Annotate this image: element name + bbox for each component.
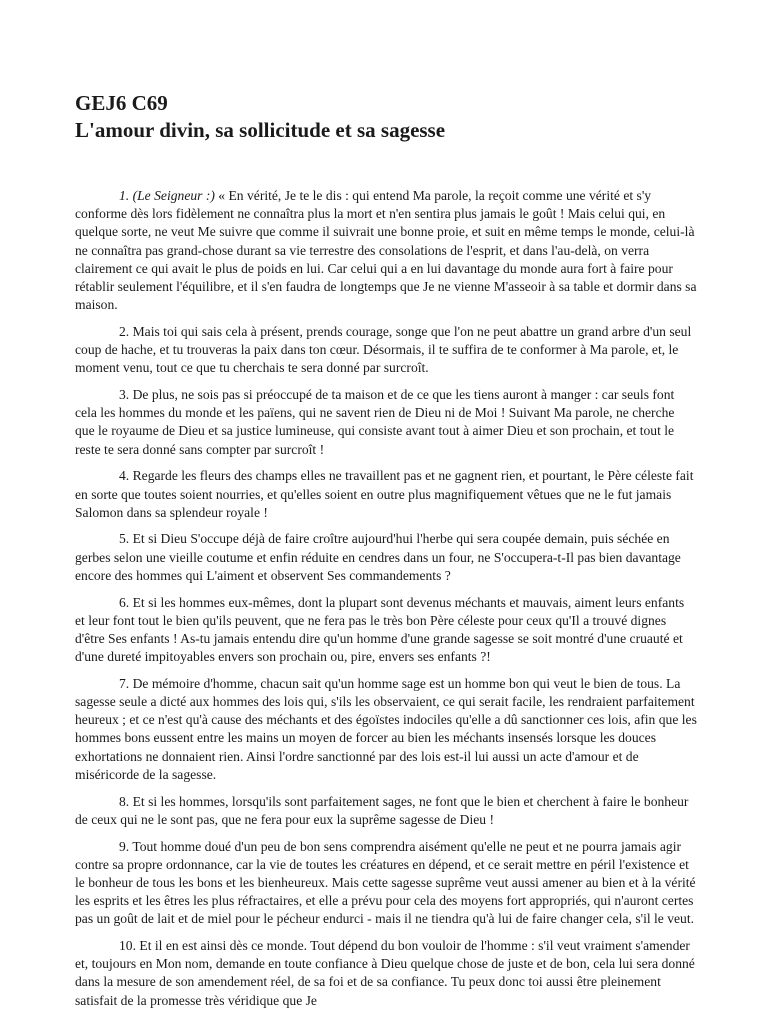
paragraph-lead: 1. (Le Seigneur :) — [119, 188, 215, 203]
chapter-title: L'amour divin, sa sollicitude et sa sagesse — [75, 118, 446, 142]
paragraph-text: « En vérité, Je te le dis : qui entend Ma parole, la reçoit comme une vérité et s'y conforme dès lors fidèlement ne connaîtra plus la mort et n'en sentira plus jamais le goût ! Mais celui qui, en quelque sorte, ne veut Me suivre que comme il suivrait une bonne proie, et suit en même temps le monde, celui-là ne connaîtra pas grand-chose durant sa vie terrestre des consolations de l'esprit, et dans l'au-delà, on verra clairement ce qui avait le plus de poids en lui. Car celui qui a en lui davantage du monde aura fort à faire pour rétablir seulement l'équilibre, et il s'en faudra de longtemps que Je ne vienne M'asseoir à sa table et dormir dans sa maison. — [75, 188, 697, 313]
paragraph-6: 6. Et si les hommes eux-mêmes, dont la plupart sont devenus méchants et mauvais, aiment leurs enfants et leur font tout le bien qu'ils peuvent, que ne fera pas le très bon Père céleste pour ceux qu'Il a trouvé dignes d'être Ses enfants ! As-tu jamais entendu dire qu'un homme d'une grande sagesse se soit montré d'une cruauté et d'une dureté impitoyables envers son prochain ou, pire, envers ses enfants ?! — [75, 594, 685, 665]
paragraph-1 — [75, 187, 697, 314]
document-body — [75, 187, 697, 1010]
chapter-code: GEJ6 C69 — [75, 91, 168, 115]
paragraph-4: 4. Regarde les fleurs des champs elles ne travaillent pas et ne gagnent rien, et pourtant, le Père céleste fait en sorte que toutes soient nourries, et qu'elles soient en outre plus magnifiquement vêtues que ne le fut jamais Salomon dans sa splendeur royale ! — [75, 468, 694, 520]
document-title — [75, 90, 697, 144]
paragraph-9: 9. Tout homme doué d'un peu de bon sens comprendra aisément qu'elle ne peut et ne pourra jamais agir contre sa propre ordonnance, car la vie de toutes les créatures en dépend, et ce serait mettre en péril l'existence et le bonheur de tous les bons et les bienheureux. Mais cette sagesse suprême veut aussi amener au bien et à la vérité les esprits et les êtres les plus réfractaires, et elle a prévu pour cela des moyens fort appropriés, qui n'auront certes pas un goût de lait et de miel pour le pécheur endurci - mais il ne tiendra qu'à lui de faire changer cela, s'il le veut. — [75, 838, 696, 927]
paragraph-5: 5. Et si Dieu S'occupe déjà de faire croître aujourd'hui l'herbe qui sera coupée demain, puis séchée en gerbes selon une vieille coutume et enfin réduite en cendres dans un four, ne S'occupera-t-Il pas bien davantage encore des hommes qui L'aiment et observent Ses commandements ? — [75, 531, 681, 583]
paragraph-2: 2. Mais toi qui sais cela à présent, prends courage, songe que l'on ne peut abattre un grand arbre d'un seul coup de hache, et tu trouveras la paix dans ton cœur. Désormais, il te suffira de te conformer à Ma parole, et, le moment venu, tout ce que tu cherchais te sera donné par surcroît. — [75, 323, 692, 376]
paragraph-3: 3. De plus, ne sois pas si préoccupé de ta maison et de ce que les tiens auront à manger : car seuls font cela les hommes du monde et les païens, qui ne savent rien de Dieu ni de Moi ! Suivant Ma parole, ne cherche que le royaume de Dieu et sa justice lumineuse, qui consiste avant tout à aimer Dieu et son prochain, et tout le reste te sera donné sans compter par surcroît ! — [75, 387, 675, 457]
paragraph-10: 10. Et il en est ainsi dès ce monde. Tout dépend du bon vouloir de l'homme : s'il veut vraiment s'amender et, toujours en Mon nom, demande en toute confiance à Dieu quelque chose de juste et de bon, cela lui sera donné dans la mesure de son amendement réel, de sa foi et de sa confiance. Tu peux donc toi aussi être pleinement satisfait de la promesse très véridique que Je — [75, 938, 695, 1008]
document-page — [75, 90, 697, 1018]
paragraph-7: 7. De mémoire d'homme, chacun sait qu'un homme sage est un homme bon qui veut le bien de tous. La sagesse seule a dicté aux hommes des lois qui, s'ils les observaient, ce qui serait facile, les rendraient parfaitement heureux ; et ce n'est qu'à cause des méchants et des égoïstes indociles qu'elle a dû sanctionner ces lois, afin que les hommes bons eussent entre les mains un moyen de forcer au bien les méchants insensés lorsque les douces exhortations ne donnaient rien. Ainsi l'ordre sanctionné par des lois est-il lui aussi un acte d'amour et de miséricorde de la sagesse. — [75, 675, 697, 782]
paragraph-8: 8. Et si les hommes, lorsqu'ils sont parfaitement sages, ne font que le bien et cherchent à faire le bonheur de ceux qui ne le sont pas, que ne fera pour eux la suprême sagesse de Dieu ! — [75, 793, 689, 827]
